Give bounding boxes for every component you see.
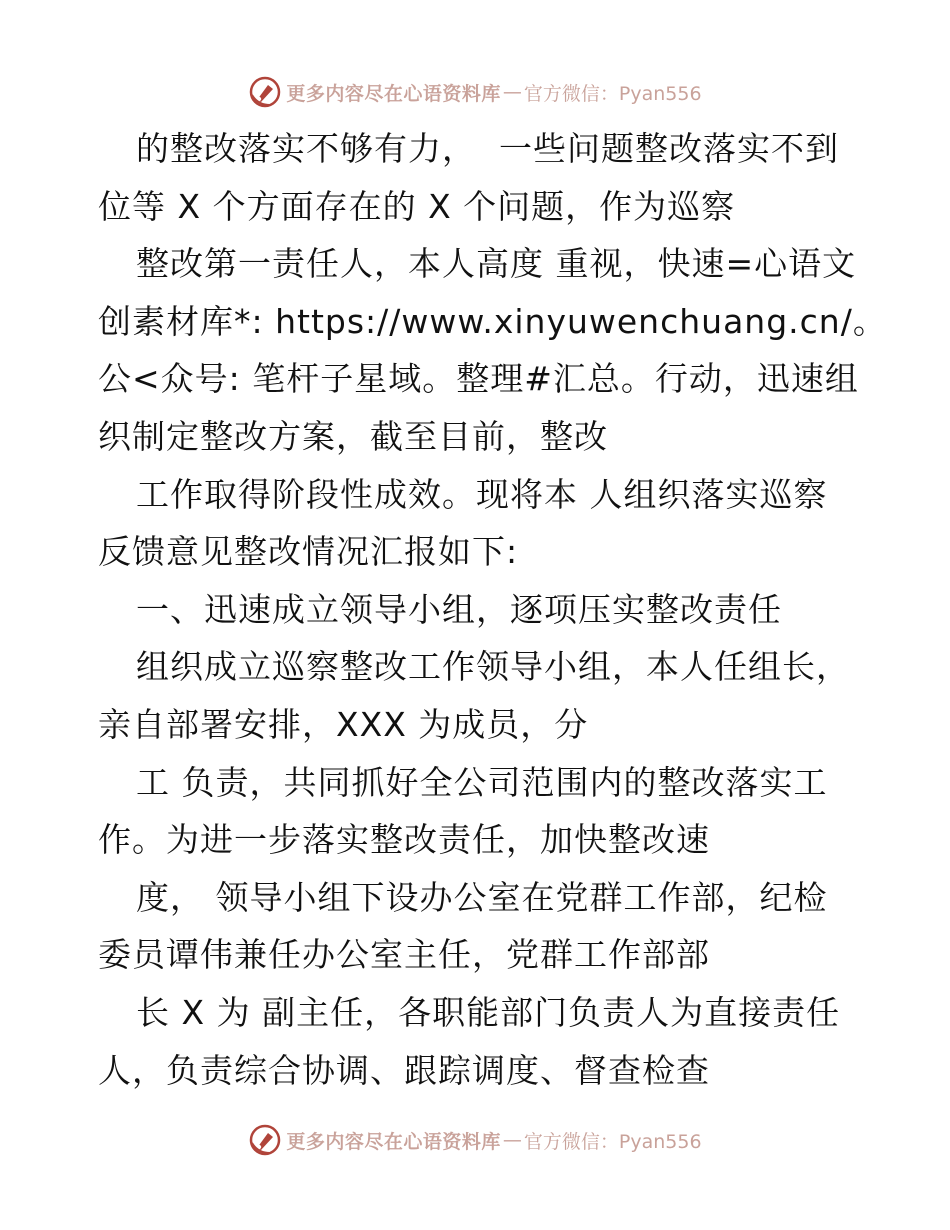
text-line: 工作取得阶段性成效。现将本 人组织落实巡察 xyxy=(136,474,828,514)
text-line: 创素材库*: https://www.xinyuwenchuang.cn/。 xyxy=(98,301,887,341)
header-watermark xyxy=(0,72,950,112)
pen-nib-logo-icon xyxy=(248,1123,282,1157)
text-line: 工 负责，共同抓好全公司范围内的整改落实工 xyxy=(136,762,828,802)
section-heading: 一、迅速成立领导小组，逐项压实整改责任 xyxy=(136,589,782,629)
text-line: 亲自部署安排，XXX 为成员，分 xyxy=(98,704,589,744)
watermark-separator: — xyxy=(502,81,522,103)
text-line: 整改第一责任人，本人高度 重视，快速=心语文 xyxy=(136,244,857,284)
text-line: 公<众号: 笔杆子星域。整理#汇总。行动，迅速组 xyxy=(98,359,859,399)
text-line: 委员谭伟兼任办公室主任，党群工作部部 xyxy=(98,935,710,975)
text-line: 作。为进一步落实整改责任，加快整改速 xyxy=(98,820,710,860)
document-body xyxy=(98,120,887,1099)
text-line: 长 X 为 副主任，各职能部门负责人为直接责任 xyxy=(136,992,841,1032)
text-line: 反馈意见整改情况汇报如下: xyxy=(98,532,519,572)
text-line: 位等 X 个方面存在的 X 个问题，作为巡察 xyxy=(98,186,736,226)
text-line: 度， 领导小组下设办公室在党群工作部，纪检 xyxy=(136,877,828,917)
pen-nib-logo-icon xyxy=(248,75,282,109)
text-line: 的整改落实不够有力， 一些问题整改落实不到 xyxy=(136,129,839,168)
watermark-brand: 更多内容尽在心语资料库 xyxy=(286,1130,501,1153)
text-line: 人，负责综合协调、跟踪调度、督查检查 xyxy=(98,1050,710,1090)
text-line: 组织成立巡察整改工作领导小组，本人任组长， xyxy=(136,647,850,687)
watermark-brand: 更多内容尽在心语资料库 xyxy=(286,82,501,105)
footer-watermark xyxy=(0,1120,950,1160)
watermark-separator: — xyxy=(502,1129,522,1151)
watermark-contact: 官方微信：Pyan556 xyxy=(523,1130,702,1153)
text-line: 织制定整改方案，截至目前，整改 xyxy=(98,416,608,456)
watermark-contact: 官方微信：Pyan556 xyxy=(523,82,702,105)
